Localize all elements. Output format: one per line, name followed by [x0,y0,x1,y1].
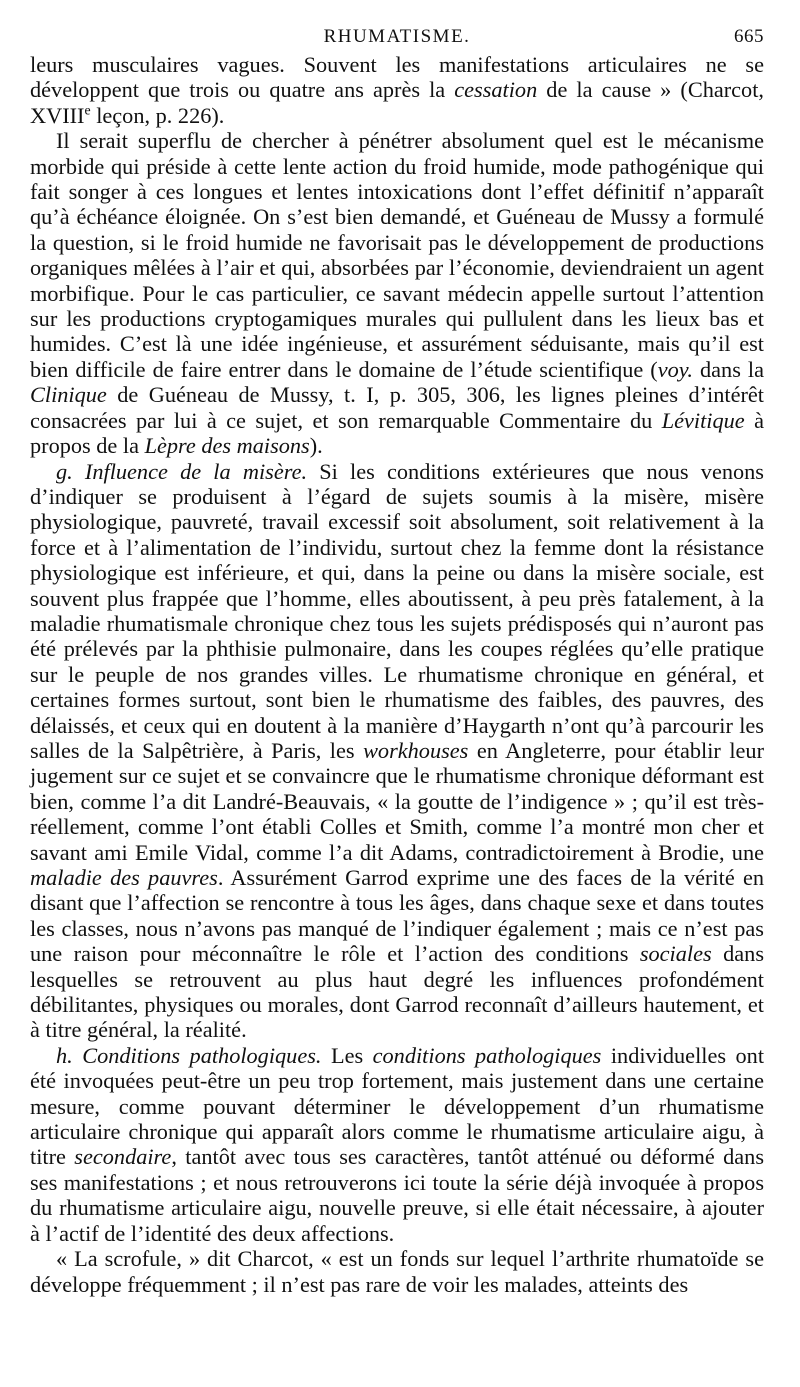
text-run: « La scrofule, » dit Charcot, « est un fonds sur lequel l’arthrite rhumatoïde se développe fréquemment ; il n’est pas rare de voir les malades, atteints des [30,1246,764,1297]
italic-text: h. Conditions pathologiques. [56,1042,322,1068]
text-run: , tantôt avec tous ses caractères, tantôt atténué ou déformé dans ses manifestations ; et nous retrouverons ici toute la série déjà invoquée à propos du rhumatisme articulaire aigu, nouvelle preuve, si elle était nécessaire, à ajouter à l’actif de l’identité des deux affections. [30,1144,764,1246]
text-run: dans la [693,356,764,382]
page-number: 665 [734,26,764,47]
paragraph [30,52,764,128]
paragraph [30,128,764,458]
text-run: à propos de la [30,407,764,459]
text-run: dans lesquelles se retrouvent au plus haut degré les influences profondément débilitantes, physiques ou morales, dont Garrod reconnaît d’ailleurs hautement, et à titre général, la réalité. [30,941,764,1043]
italic-text: Lévitique [661,407,745,433]
italic-text: cessation [454,77,538,103]
italic-text: voy. [657,356,693,382]
text-run: leurs musculaires vagues. Souvent les manifestations articulaires ne se développent que trois ou quatre ans après la [30,52,764,103]
paragraph [30,1043,764,1246]
italic-text: secondaire [74,1144,172,1170]
text-run: Si les conditions extérieures que nous venons d’indiquer se produisent à l’égard de sujets soumis à la misère, misère physiologique, pauvreté, travail excessif soit absolument, soit relativement à la force et à l’alimentation de l’individu, surtout chez la femme dont la résistance physiologique est inférieure, et qui, dans la peine ou dans la misère sociale, est souvent plus frappée que l’homme, elles aboutissent, à peu près fatalement, à la maladie rhumatismale chronique chez tous les sujets prédisposés qui n’auront pas été prélevés par la phthisie pulmonaire, dans les coupes réglées qu’elle pratique sur le peuple de nos grandes villes. Le rhumatisme chronique en général, et certaines formes surtout, sont bien le rhumatisme des faibles, des pauvres, des délaissés, et ceux qui en doutent à la manière d’Haygarth n’ont qu’à parcourir les salles de la Salpêtrière, à Paris, les [30,458,764,763]
text-run: de la cause » (Charcot, XVIII [30,77,764,128]
paragraph [30,1246,764,1297]
running-title: RHUMATISME. [323,26,471,47]
italic-text: Lèpre des maisons [144,433,310,459]
italic-text: sociales [639,941,712,967]
italic-text: Clinique [30,382,107,408]
text-run: de Guéneau de Mussy, t. I, p. 305, 306, les lignes pleines d’intérêt consacrées par lui à ce sujet, et son remarquable Commentaire du [30,382,764,433]
italic-text: maladie des pauvres [30,865,218,890]
body-text [30,52,764,1297]
superscript-text: e [84,102,91,118]
italic-text: g. Influence de la misère. [56,458,308,484]
paragraph [30,459,764,1043]
text-run: individuelles ont été invoquées peut-être un peu trop fortement, mais justement dans une certaine mesure, comme pouvant déterminer le développement d’un rhumatisme articulaire chronique qui apparaît alors comme le rhumatisme articulaire aigu, à titre [30,1042,765,1170]
text-run: . Assurément Garrod exprime une des faces de la vérité en disant que l’affection se rencontre à tous les âges, dans chaque sexe et dans toutes les classes, nous n’avons pas manqué de l’indiquer également ; mais ce n’est pas une raison pour méconnaître le rôle et l’action des conditions [30,865,765,967]
italic-text: conditions pathologiques [372,1042,602,1068]
running-head [30,26,764,52]
text-run: leçon, p. 226). [90,102,225,128]
text-run: ). [309,433,323,459]
text-run: en Angleterre, pour établir leur jugement sur ce sujet et se convaincre que le rhumatisme chronique déformant est bien, comme l’a dit Landré-Beauvais, « la goutte de l’indigence » ; qu’il est très-réellement, comme l’ont établi Colles et Smith, comme l’a montré mon cher et savant ami Emile Vidal, comme l’a dit Adams, contradictoirement à Brodie, une [30,737,764,865]
text-run: Il serait superflu de chercher à pénétrer absolument quel est le mécanisme morbide qui préside à cette lente action du froid humide, mode pathogénique qui fait songer à ces longues et lentes intoxications dont l’effet définitif n’apparaît qu’à échéance éloignée. On s’est bien demandé, et Guéneau de Mussy a formulé la question, si le froid humide ne favorisait pas le développement de productions organiques mêlées à l’air et qui, absorbées par l’économie, deviendraient un agent morbifique. Pour le cas particulier, ce savant médecin appelle surtout l’attention sur les productions cryptogamiques murales qui pullulent dans les lieux bas et humides. C’est là une idée ingénieuse, et assurément séduisante, mais qu’il est bien difficile de faire entrer dans le domaine de l’étude scientifique ( [30,128,764,382]
italic-text: workhouses [363,737,469,763]
text-run: Les [321,1042,373,1068]
